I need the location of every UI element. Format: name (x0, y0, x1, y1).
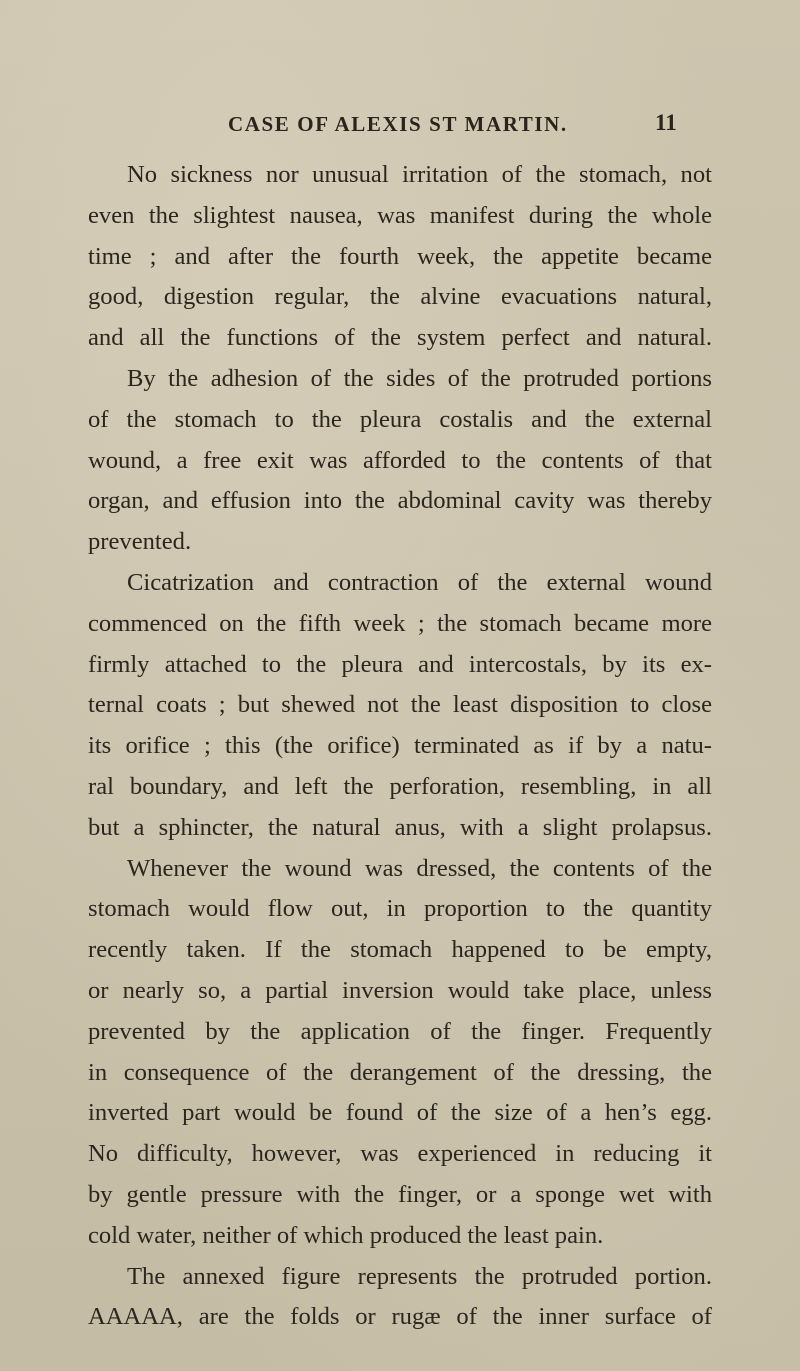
text-line: Whenever the wound was dressed, the contents of the (127, 854, 712, 882)
text-line: and all the functions of the system perfect and natural. (88, 324, 712, 352)
text-line: prevented by the application of the finger. Frequently (88, 1017, 712, 1045)
text-line: wound, a free exit was afforded to the contents of that (88, 446, 712, 474)
text-line: inverted part would be found of the size of a hen’s egg. (88, 1099, 712, 1127)
text-line: ral boundary, and left the perforation, resembling, in all (88, 773, 712, 800)
text-line: time ; and after the fourth week, the appetite became (88, 242, 712, 270)
text-line: The annexed figure represents the protruded portion. (127, 1262, 712, 1290)
text-line: even the slightest nausea, was manifest during the whole (88, 201, 712, 229)
text-line: By the adhesion of the sides of the protruded portions (127, 365, 712, 392)
text-line: of the stomach to the pleura costalis and the external (88, 405, 712, 433)
text-line: by gentle pressure with the finger, or a sponge wet with (88, 1181, 712, 1208)
text-line: or nearly so, a partial inversion would take place, unless (88, 977, 712, 1004)
page-number: 11 (655, 110, 677, 135)
text-line: stomach would flow out, in proportion to the quantity (88, 895, 712, 923)
text-line: AAAAA, are the folds or rugæ of the inner surface of (88, 1303, 712, 1331)
text-line: good, digestion regular, the alvine evacuations natural, (88, 283, 712, 311)
text-line: but a sphincter, the natural anus, with a slight prolapsus. (88, 813, 712, 841)
text-line: No sickness nor unusual irritation of the stomach, not (127, 161, 712, 188)
text-line: in consequence of the derangement of the dressing, the (88, 1058, 712, 1086)
running-title: CASE OF ALEXIS ST MARTIN. (228, 112, 568, 136)
text-line: prevented. (88, 528, 192, 556)
text-line: No difficulty, however, was experienced in reducing it (88, 1140, 712, 1168)
text-line: its orifice ; this (the orifice) terminated as if by a natu- (88, 732, 712, 760)
text-line: commenced on the fifth week ; the stomach became more (88, 609, 712, 637)
text-line: organ, and effusion into the abdominal cavity was thereby (88, 487, 712, 515)
text-line: ternal coats ; but shewed not the least disposition to close (88, 691, 712, 719)
text-line: firmly attached to the pleura and intercostals, by its ex- (88, 650, 712, 678)
text-line: Cicatrization and contraction of the external wound (127, 569, 712, 596)
text-line: recently taken. If the stomach happened to be empty, (88, 936, 712, 964)
text-line: cold water, neither of which produced the least pain. (88, 1221, 604, 1249)
